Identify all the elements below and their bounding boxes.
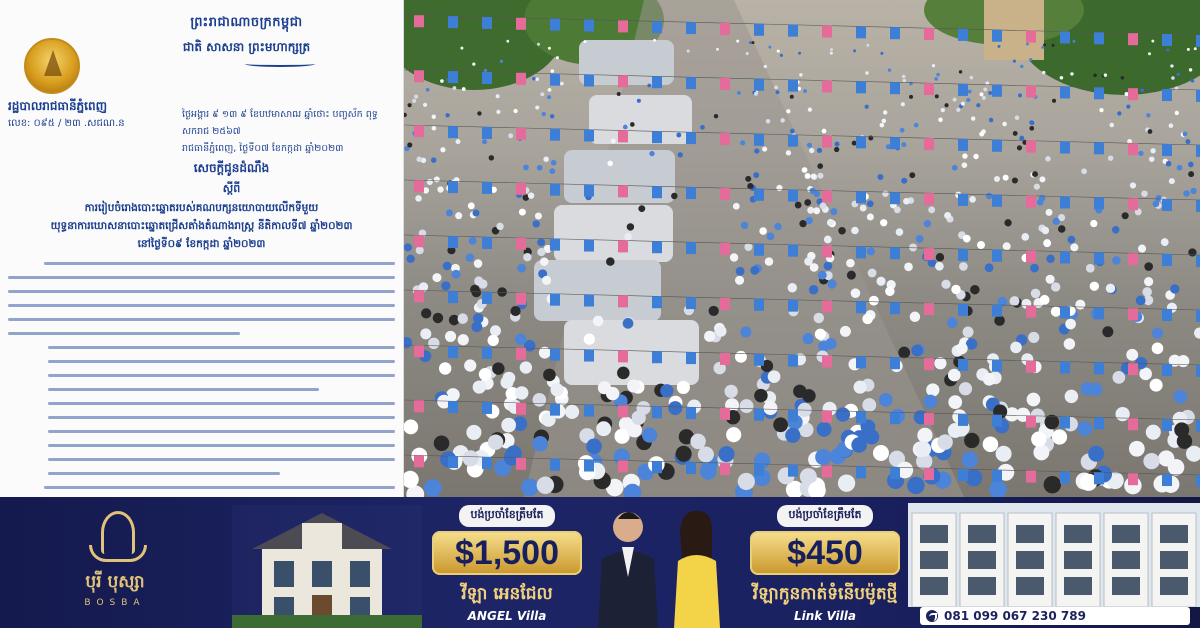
official-notice-document xyxy=(0,0,404,497)
phone-icon xyxy=(926,610,938,622)
issuer-name: រដ្ឋបាលរាជធានីភ្នំពេញ xyxy=(8,99,108,113)
reference-number: លេខ: ០៩៥ / ២៣ .សជណ.ន xyxy=(8,118,125,129)
municipal-emblem-icon xyxy=(24,38,80,94)
lotus-logo-icon xyxy=(85,511,145,565)
solar-date: រាជធានីភ្នំពេញ, ថ្ងៃទី០៧ ខែកក្កដា ឆ្នាំ២០២៣ xyxy=(182,143,344,154)
link-villa-row-image xyxy=(908,503,1200,607)
notice-subject-date: នៅថ្ងៃទី០៩ ខែកក្កដា ឆ្នាំ២០២៣ xyxy=(137,238,266,250)
phone-contact-bar[interactable] xyxy=(920,607,1190,625)
link-villa-en-title: Link Villa xyxy=(794,609,856,623)
notice-subject-2: យុទ្ធនាការឃោសនាបោះឆ្នោតជ្រើសតាំងតំណាងរាស្ត្រ នីតិកាលទី៧ ឆ្នាំ២០២៣ xyxy=(50,220,353,232)
header-flourish xyxy=(245,61,315,67)
brand-latin-name: BOSBA xyxy=(84,598,146,608)
presenters-image xyxy=(580,497,745,628)
angel-villa-kh-title: វីឡា អេនជែល xyxy=(461,584,553,604)
date-block xyxy=(182,106,403,157)
monthly-payment-label: បង់ប្រចាំខែត្រឹមតែ xyxy=(459,505,556,527)
angel-villa-image xyxy=(232,505,422,628)
angel-villa-offer[interactable] xyxy=(432,503,582,623)
monthly-payment-label: បង់ប្រចាំខែត្រឹមតែ xyxy=(777,505,874,527)
document-body-text xyxy=(8,262,395,497)
phone-numbers: 081 099 067 230 789 xyxy=(944,609,1086,623)
notice-title xyxy=(0,160,403,253)
notice-about: ស្តីពី xyxy=(222,182,241,195)
brand-name: បុរី បុស្សា xyxy=(85,572,145,592)
link-villa-kh-title: វីឡាកូនកាត់ទំនើបម៉ូតថ្មី xyxy=(752,584,898,604)
link-villa-price: $450 xyxy=(750,531,900,575)
kingdom-title: ព្រះរាជាណាចក្រកម្ពុជា xyxy=(190,15,303,30)
notice-subject-1: ការរៀបចំរោងបោះឆ្នោតរបស់គណបក្សនយោបាយលើកទីមួយ xyxy=(84,202,319,214)
real-estate-ad-banner[interactable] xyxy=(0,497,1200,628)
crowd-scene xyxy=(404,0,1200,497)
link-villa-offer[interactable] xyxy=(750,503,900,623)
notice-heading: សេចក្តីជូនដំណឹង xyxy=(193,161,270,175)
angel-villa-price: $1,500 xyxy=(432,531,582,575)
national-motto: ជាតិ សាសនា ព្រះមហាក្សត្រ xyxy=(182,40,311,54)
rally-crowd-photo xyxy=(404,0,1200,497)
brand-logo xyxy=(50,511,180,608)
lunar-date: ថ្ងៃអង្គារ ៩ ១៣ ៩ ខែបឋមាសាឍ ឆ្នាំថោះ បញ្ចស័ក ពុទ្ធសករាជ ២៥៦៧ xyxy=(182,109,378,137)
angel-villa-en-title: ANGEL Villa xyxy=(467,609,547,623)
